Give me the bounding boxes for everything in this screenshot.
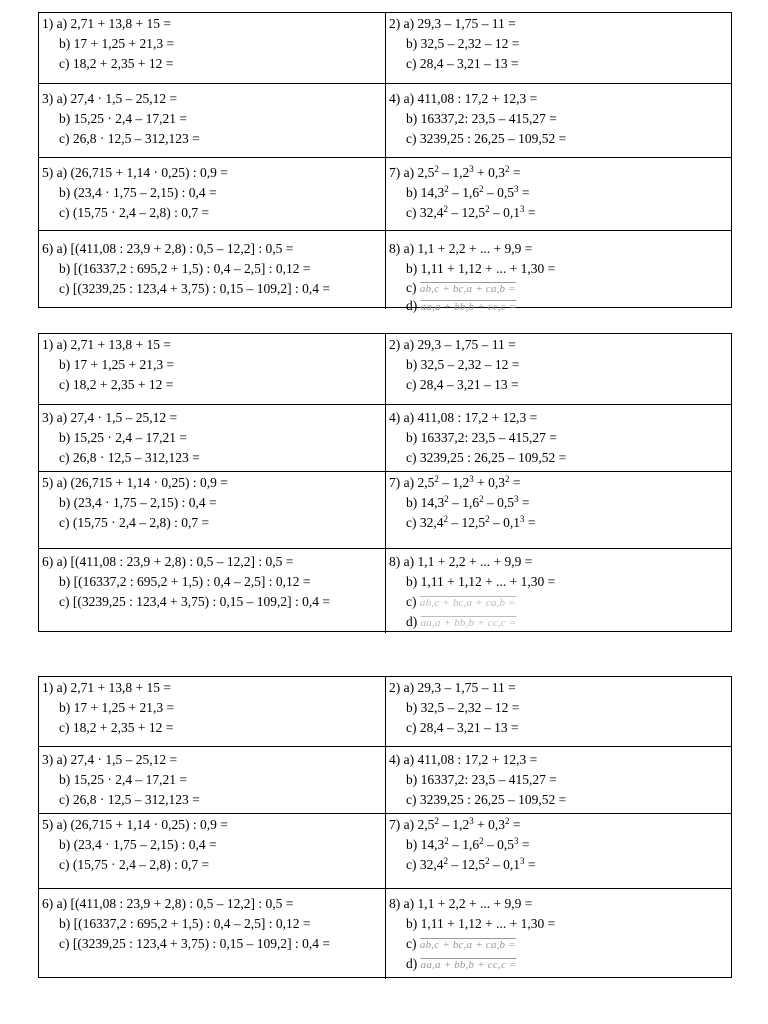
exercise-4	[386, 405, 731, 471]
exercise-8-d: d) aa,a + bb,b + cc,c =	[406, 298, 517, 313]
worksheet-row-4	[39, 549, 731, 633]
exercise-4	[386, 747, 731, 813]
exercise-4-b: b) 16337,2: 23,5 – 415,27 =	[406, 430, 557, 445]
worksheet-row-1	[39, 334, 731, 405]
exercise-8-b: b) 1,11 + 1,12 + ... + 1,30 =	[406, 261, 556, 276]
exercise-6	[39, 889, 386, 979]
exercise-5-b: b) (23,4 · 1,75 – 2,15) : 0,4 =	[59, 495, 217, 510]
exercise-7-c: c) $32,4^2 - 12,5^2 - 0,1^3$ =	[406, 204, 536, 220]
exercise-6-a: 6) a) [(411,08 : 23,9 + 2,8) : 0,5 – 12,2] : 0,5 =	[42, 554, 294, 569]
exercise-6-a: 6) a) [(411,08 : 23,9 + 2,8) : 0,5 – 12,2] : 0,5 =	[42, 896, 294, 911]
exercise-6-c: c) [(3239,25 : 123,4 + 3,75) : 0,15 – 109,2] : 0,4 =	[59, 281, 330, 296]
exercise-7-a: 7) a) $2,5^2 - 1,2^3 + 0,3^2$ =	[389, 816, 521, 832]
exercise-8	[386, 231, 731, 313]
exercise-2-b: b) 32,5 – 2,32 – 12 =	[406, 700, 520, 715]
exercise-7-a: 7) a) $2,5^2 - 1,2^3 + 0,3^2$ =	[389, 164, 521, 180]
worksheet-row-4	[39, 231, 731, 313]
worksheet-row-3	[39, 158, 731, 231]
worksheet-row-4	[39, 889, 731, 979]
exercise-8-a: 8) a) 1,1 + 2,2 + ... + 9,9 =	[389, 554, 533, 569]
exercise-8	[386, 549, 731, 633]
exercise-2	[386, 334, 731, 404]
exercise-7-b: b) $14,3^2 - 1,6^2 - 0,5^3$ =	[406, 836, 530, 852]
exercise-5-a: 5) a) (26,715 + 1,14 · 0,25) : 0,9 =	[42, 817, 228, 832]
worksheet-row-3	[39, 472, 731, 549]
exercise-4-c: c) 3239,25 : 26,25 – 109,52 =	[406, 131, 567, 146]
exercise-2	[386, 13, 731, 83]
exercise-2-b: b) 32,5 – 2,32 – 12 =	[406, 36, 520, 51]
exercise-1	[39, 13, 386, 83]
exercise-1-a: 1) a) 2,71 + 13,8 + 15 =	[42, 680, 171, 695]
worksheet-row-2	[39, 405, 731, 472]
exercise-7	[386, 158, 731, 230]
exercise-8-b: b) 1,11 + 1,12 + ... + 1,30 =	[406, 574, 556, 589]
exercise-4-a: 4) a) 411,08 : 17,2 + 12,3 =	[389, 91, 538, 106]
exercise-4-c: c) 3239,25 : 26,25 – 109,52 =	[406, 450, 567, 465]
exercise-3-a: 3) a) 27,4 · 1,5 – 25,12 =	[42, 91, 178, 106]
exercise-4-b: b) 16337,2: 23,5 – 415,27 =	[406, 111, 557, 126]
worksheet-2	[38, 333, 732, 632]
exercise-2	[386, 677, 731, 746]
exercise-2-a: 2) a) 29,3 – 1,75 – 11 =	[389, 337, 516, 352]
exercise-8-d: d) aa,a + bb,b + cc,c =	[406, 956, 517, 971]
exercise-2-c: c) 28,4 – 3,21 – 13 =	[406, 56, 519, 71]
exercise-3-c: c) 26,8 · 12,5 – 312,123 =	[59, 792, 200, 807]
exercise-8-b: b) 1,11 + 1,12 + ... + 1,30 =	[406, 916, 556, 931]
exercise-3-c: c) 26,8 · 12,5 – 312,123 =	[59, 450, 200, 465]
exercise-3-a: 3) a) 27,4 · 1,5 – 25,12 =	[42, 752, 178, 767]
exercise-1	[39, 334, 386, 404]
exercise-3	[39, 84, 386, 157]
exercise-1-a: 1) a) 2,71 + 13,8 + 15 =	[42, 16, 171, 31]
exercise-2-c: c) 28,4 – 3,21 – 13 =	[406, 720, 519, 735]
worksheet-row-1	[39, 13, 731, 84]
exercise-5-c: c) (15,75 · 2,4 – 2,8) : 0,7 =	[59, 205, 210, 220]
exercise-3-b: b) 15,25 · 2,4 – 17,21 =	[59, 772, 187, 787]
exercise-1-a: 1) a) 2,71 + 13,8 + 15 =	[42, 337, 171, 352]
worksheet-1	[38, 12, 732, 313]
worksheet-row-2	[39, 84, 731, 158]
worksheet-row-2	[39, 747, 731, 814]
exercise-5-b: b) (23,4 · 1,75 – 2,15) : 0,4 =	[59, 185, 217, 200]
worksheet-row-1	[39, 677, 731, 747]
exercise-5	[39, 472, 386, 548]
exercise-7	[386, 472, 731, 548]
exercise-6-b: b) [(16337,2 : 695,2 + 1,5) : 0,4 – 2,5] : 0,12 =	[59, 261, 311, 276]
exercise-2-a: 2) a) 29,3 – 1,75 – 11 =	[389, 16, 516, 31]
exercise-6-a: 6) a) [(411,08 : 23,9 + 2,8) : 0,5 – 12,2] : 0,5 =	[42, 241, 294, 256]
exercise-2-a: 2) a) 29,3 – 1,75 – 11 =	[389, 680, 516, 695]
exercise-8-c: c) ab,c + bc,a + ca,b =	[406, 936, 516, 951]
exercise-8-c: c) ab,c + bc,a + ca,b =	[406, 594, 516, 609]
exercise-5-c: c) (15,75 · 2,4 – 2,8) : 0,7 =	[59, 857, 210, 872]
exercise-4-b: b) 16337,2: 23,5 – 415,27 =	[406, 772, 557, 787]
exercise-3	[39, 747, 386, 813]
overline-expression-c: ab,c + bc,a + ca,b =	[419, 597, 516, 609]
exercise-6	[39, 231, 386, 309]
exercise-4-a: 4) a) 411,08 : 17,2 + 12,3 =	[389, 410, 538, 425]
exercise-7-b: b) $14,3^2 - 1,6^2 - 0,5^3$ =	[406, 184, 530, 200]
overline-expression-d: aa,a + bb,b + cc,c =	[420, 617, 517, 629]
exercise-7-a: 7) a) $2,5^2 - 1,2^3 + 0,3^2$ =	[389, 474, 521, 490]
exercise-1-c: c) 18,2 + 2,35 + 12 =	[59, 377, 174, 392]
exercise-2-c: c) 28,4 – 3,21 – 13 =	[406, 377, 519, 392]
worksheet-3	[38, 676, 732, 978]
exercise-5-a: 5) a) (26,715 + 1,14 · 0,25) : 0,9 =	[42, 165, 228, 180]
exercise-5	[39, 814, 386, 888]
exercise-5-a: 5) a) (26,715 + 1,14 · 0,25) : 0,9 =	[42, 475, 228, 490]
exercise-1-c: c) 18,2 + 2,35 + 12 =	[59, 720, 174, 735]
exercise-6-c: c) [(3239,25 : 123,4 + 3,75) : 0,15 – 109,2] : 0,4 =	[59, 936, 330, 951]
exercise-8-d: d) aa,a + bb,b + cc,c =	[406, 614, 517, 629]
exercise-3-a: 3) a) 27,4 · 1,5 – 25,12 =	[42, 410, 178, 425]
exercise-1-c: c) 18,2 + 2,35 + 12 =	[59, 56, 174, 71]
exercise-7	[386, 814, 731, 888]
exercise-2-b: b) 32,5 – 2,32 – 12 =	[406, 357, 520, 372]
exercise-4-c: c) 3239,25 : 26,25 – 109,52 =	[406, 792, 567, 807]
exercise-8	[386, 889, 731, 979]
exercise-3	[39, 405, 386, 471]
exercise-1	[39, 677, 386, 746]
exercise-8-a: 8) a) 1,1 + 2,2 + ... + 9,9 =	[389, 896, 533, 911]
exercise-5-b: b) (23,4 · 1,75 – 2,15) : 0,4 =	[59, 837, 217, 852]
exercise-8-a: 8) a) 1,1 + 2,2 + ... + 9,9 =	[389, 241, 533, 256]
exercise-4-a: 4) a) 411,08 : 17,2 + 12,3 =	[389, 752, 538, 767]
exercise-3-b: b) 15,25 · 2,4 – 17,21 =	[59, 430, 187, 445]
exercise-3-b: b) 15,25 · 2,4 – 17,21 =	[59, 111, 187, 126]
exercise-1-b: b) 17 + 1,25 + 21,3 =	[59, 700, 175, 715]
exercise-7-c: c) $32,4^2 - 12,5^2 - 0,1^3$ =	[406, 514, 536, 530]
overline-expression-d: aa,a + bb,b + cc,c =	[420, 301, 517, 313]
exercise-1-b: b) 17 + 1,25 + 21,3 =	[59, 36, 175, 51]
exercise-3-c: c) 26,8 · 12,5 – 312,123 =	[59, 131, 200, 146]
exercise-6-b: b) [(16337,2 : 695,2 + 1,5) : 0,4 – 2,5] : 0,12 =	[59, 916, 311, 931]
exercise-6-c: c) [(3239,25 : 123,4 + 3,75) : 0,15 – 109,2] : 0,4 =	[59, 594, 330, 609]
exercise-5	[39, 158, 386, 230]
exercise-8-c: c) ab,c + bc,a + ca,b =	[406, 280, 516, 295]
overline-expression-c: ab,c + bc,a + ca,b =	[419, 939, 516, 951]
worksheet-row-3	[39, 814, 731, 889]
exercise-6-b: b) [(16337,2 : 695,2 + 1,5) : 0,4 – 2,5] : 0,12 =	[59, 574, 311, 589]
exercise-6	[39, 549, 386, 633]
exercise-7-b: b) $14,3^2 - 1,6^2 - 0,5^3$ =	[406, 494, 530, 510]
overline-expression-c: ab,c + bc,a + ca,b =	[419, 283, 516, 295]
overline-expression-d: aa,a + bb,b + cc,c =	[420, 959, 517, 971]
exercise-5-c: c) (15,75 · 2,4 – 2,8) : 0,7 =	[59, 515, 210, 530]
exercise-4	[386, 84, 731, 157]
exercise-7-c: c) $32,4^2 - 12,5^2 - 0,1^3$ =	[406, 856, 536, 872]
exercise-1-b: b) 17 + 1,25 + 21,3 =	[59, 357, 175, 372]
